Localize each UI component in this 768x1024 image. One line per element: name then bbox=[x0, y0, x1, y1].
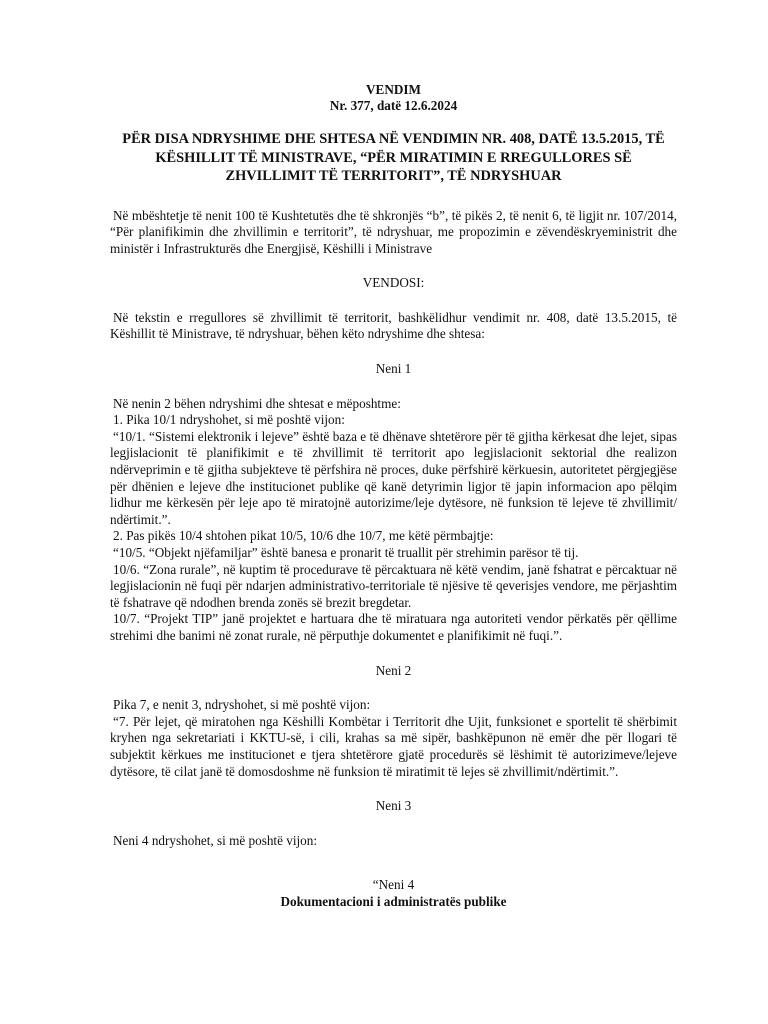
article-3-heading: Neni 3 bbox=[375, 798, 412, 814]
decision-title: PËR DISA NDRYSHIME DHE SHTESA NË VENDIMIN NR. 408, DATË 13.5.2015, TË KËSHILLIT TË MINISTRAVE, “PËR MIRATIMIN E RREGULLORES SË ZHVILLIMIT TË TERRITORIT”, TË NDRYSHUAR bbox=[122, 131, 665, 184]
document-page bbox=[110, 82, 677, 911]
decides-heading: VENDOSI: bbox=[362, 275, 425, 291]
article-1-paragraph: 2. Pas pikës 10/4 shtohen pikat 10/5, 10/6 dhe 10/7, me këtë përmbajtje: bbox=[113, 528, 494, 544]
article-1-paragraph: Në nenin 2 bëhen ndryshimi dhe shtesat e mëposhtme: bbox=[113, 395, 401, 411]
article-2-heading: Neni 2 bbox=[375, 662, 412, 678]
article-2-paragraph: “7. Për lejet, që miratohen nga Këshilli Kombëtar i Territorit dhe Ujit, funksionet e sportelit të shërbimit kryhen nga sekretariati i KKTU-së, i cili, krahas sa më sipër, bashkëpunon në emër dhe për llogari të subjektit kërkues me institucionet e tjera shtetërore gjatë procedurës së lëshimit të autorizimeve/lejeve dytësore, të cilat janë të domosdoshme në funksion të miratimit të lejes së zhvillimit/ndërtimit.”. bbox=[110, 713, 677, 779]
preamble-paragraph: Në mbështetje të nenit 100 të Kushtetutës dhe të shkronjës “b”, të pikës 2, të nenit 6, të ligjit nr. 107/2014, “Për planifikimin dhe zhvillimin e territorit”, të ndryshuar, me propozimin e zëvendëskryeministrit dhe ministër i Infrastrukturës dhe Energjisë, Këshilli i Ministrave bbox=[110, 207, 677, 256]
intro-paragraph: Në tekstin e rregullores së zhvillimit të territorit, bashkëlidhur vendimit nr. 408, datë 13.5.2015, të Këshillit të Ministrave, të ndryshuar, bëhen këto ndryshime dhe shtesa: bbox=[110, 309, 677, 342]
article-1-paragraph: 1. Pika 10/1 ndryshohet, si më poshtë vijon: bbox=[113, 412, 345, 428]
article-2-paragraph: Pika 7, e nenit 3, ndryshohet, si më poshtë vijon: bbox=[113, 697, 371, 713]
article-1-heading: Neni 1 bbox=[375, 361, 412, 377]
article-1-paragraph: “10/5. “Objekt njëfamiljar” është banesa e pronarit të truallit për strehimin parësor të tij. bbox=[113, 545, 579, 560]
decision-number: Nr. 377, datë 12.6.2024 bbox=[329, 98, 458, 113]
article-1-paragraph: 10/7. “Projekt TIP” janë projektet e hartuara dhe të miratuara nga autoriteti vendor përkatës për qëllime strehimi dhe banimi në zonat rurale, në përputhje dokumentet e planifikimit në fuqi.”. bbox=[110, 611, 677, 643]
article-3-paragraph: Neni 4 ndryshohet, si më poshtë vijon: bbox=[113, 832, 318, 848]
article-1-paragraph: 10/6. “Zona rurale”, në kuptim të procedurave të përcaktuara në këtë vendim, janë fshatrat e përcaktuar në legjislacionin në fuqi për ndarjen administrativo-territoriale të njësive të qeverisjes vendore, me përjashtim të fshatrave që ndodhen brenda zonës së brezit bregdetar. bbox=[110, 561, 677, 610]
quoted-article-heading: “Neni 4 bbox=[372, 877, 415, 893]
decision-label: VENDIM bbox=[366, 82, 421, 97]
article-1-paragraph: “10/1. “Sistemi elektronik i lejeve” është baza e të dhënave shtetërore për të gjitha kërkesat dhe lejet, sipas legjislacionit të planifikimit e të zhvillimit të territorit apo legjislacionit sektorial dhe realizon ndërveprimin e të gjitha subjekteve të përfshira në proces, duke përfshirë kërkuesin, autoritetet përgjegjëse për dhënien e lejeve dhe institucionet publike që kanë detyrimin ligjor të japin informacion apo pëlqim lidhur me kërkesën për leje apo të miratojnë autorizime/leje dytësore, në funksion të lejeve të zhvillimit/ ndërtimit.”. bbox=[110, 428, 677, 527]
quoted-article-title: Dokumentacioni i administratës publike bbox=[280, 893, 507, 909]
